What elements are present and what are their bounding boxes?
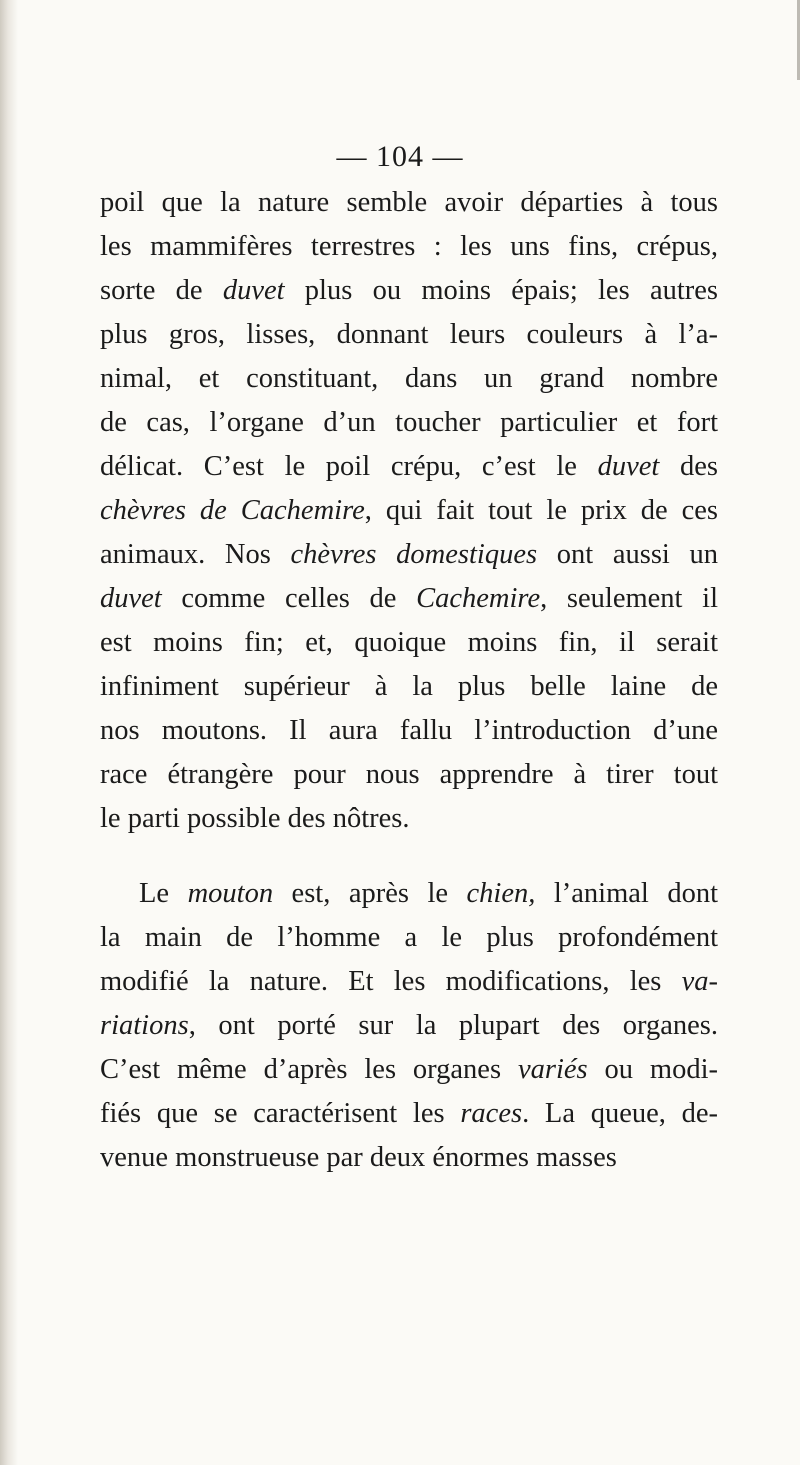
text-line — [100, 445, 718, 489]
page-number: — 104 — — [336, 140, 464, 173]
text-run: délicat. C’est le poil crépu, c’est le — [100, 451, 598, 482]
text-line — [100, 872, 718, 916]
italic-run: races — [460, 1098, 523, 1129]
text-run: , qui fait tout le prix de ces — [364, 495, 719, 526]
paragraph-1 — [100, 181, 718, 841]
text-run: comme celles de — [161, 583, 417, 614]
paragraph-2 — [100, 872, 718, 1180]
text-run: est moins fin; et, quoique moins fin, il serait — [100, 627, 718, 658]
text-line — [100, 621, 718, 665]
text-line — [100, 313, 718, 357]
text-line — [100, 357, 718, 401]
text-run: plus ou moins épais; les autres — [284, 275, 718, 306]
text-run: poil que la nature semble avoir départies à tous — [100, 187, 718, 218]
text-line — [100, 1048, 718, 1092]
text-line — [100, 960, 718, 1004]
text-run: race étrangère pour nous apprendre à tirer tout — [100, 759, 718, 790]
text-run: ont aussi un — [537, 539, 719, 570]
text-line — [100, 181, 718, 225]
text-line — [100, 665, 718, 709]
text-run: est, après le — [273, 878, 467, 909]
text-run: Le — [139, 878, 188, 909]
italic-run: chien, — [466, 878, 536, 909]
text-line — [100, 577, 718, 621]
text-run: de cas, l’organe d’un toucher particulier et fort — [100, 407, 718, 438]
italic-run: Cachemire — [416, 583, 541, 614]
text-line — [100, 489, 718, 533]
text-run: des — [659, 451, 718, 482]
italic-run: chèvres domestiques — [290, 539, 538, 570]
italic-run: mouton — [187, 878, 274, 909]
text-run: ou modi- — [587, 1054, 718, 1085]
italic-run: duvet — [597, 451, 660, 482]
text-line — [100, 1004, 718, 1048]
text-line — [100, 533, 718, 577]
text-line — [100, 225, 718, 269]
italic-run: duvet — [100, 583, 162, 614]
text-line — [100, 1136, 718, 1180]
text-run: plus gros, lisses, donnant leurs couleurs à l’a- — [100, 319, 718, 350]
text-run: venue monstrueuse par deux énormes masses — [100, 1142, 617, 1173]
text-run: C’est même d’après les organes — [100, 1054, 518, 1085]
text-run: modifié la nature. Et les modifications, les — [100, 966, 682, 997]
text-run: , ont porté sur la plupart des organes. — [188, 1010, 718, 1041]
text-run: sorte de — [100, 275, 223, 306]
italic-run: variés — [517, 1054, 588, 1085]
text-run: l’animal dont — [535, 878, 718, 909]
text-run: nos moutons. Il aura fallu l’introduction d’une — [100, 715, 718, 746]
text-run: le parti possible des nôtres. — [100, 803, 410, 834]
text-run: les mammifères terrestres : les uns fins, crépus, — [100, 231, 718, 262]
text-line — [100, 916, 718, 960]
italic-run: chèvres de Cachemire — [100, 495, 365, 526]
text-line — [100, 709, 718, 753]
text-run: nimal, et constituant, dans un grand nombre — [100, 363, 718, 394]
text-run: la main de l’homme a le plus profondément — [100, 922, 718, 953]
italic-run: va- — [681, 966, 718, 997]
scan-gutter-shadow — [0, 0, 18, 1465]
text-line — [100, 1092, 718, 1136]
text-line — [100, 269, 718, 313]
text-run: . La queue, de- — [522, 1098, 718, 1129]
text-line — [100, 401, 718, 445]
text-run: animaux. Nos — [100, 539, 291, 570]
text-run: , seulement il — [540, 583, 718, 614]
italic-run: riations — [100, 1010, 189, 1041]
text-run: infiniment supérieur à la plus belle laine de — [100, 671, 718, 702]
italic-run: duvet — [222, 275, 285, 306]
text-line — [100, 797, 718, 841]
text-line — [100, 753, 718, 797]
text-run: fiés que se caractérisent les — [100, 1098, 461, 1129]
